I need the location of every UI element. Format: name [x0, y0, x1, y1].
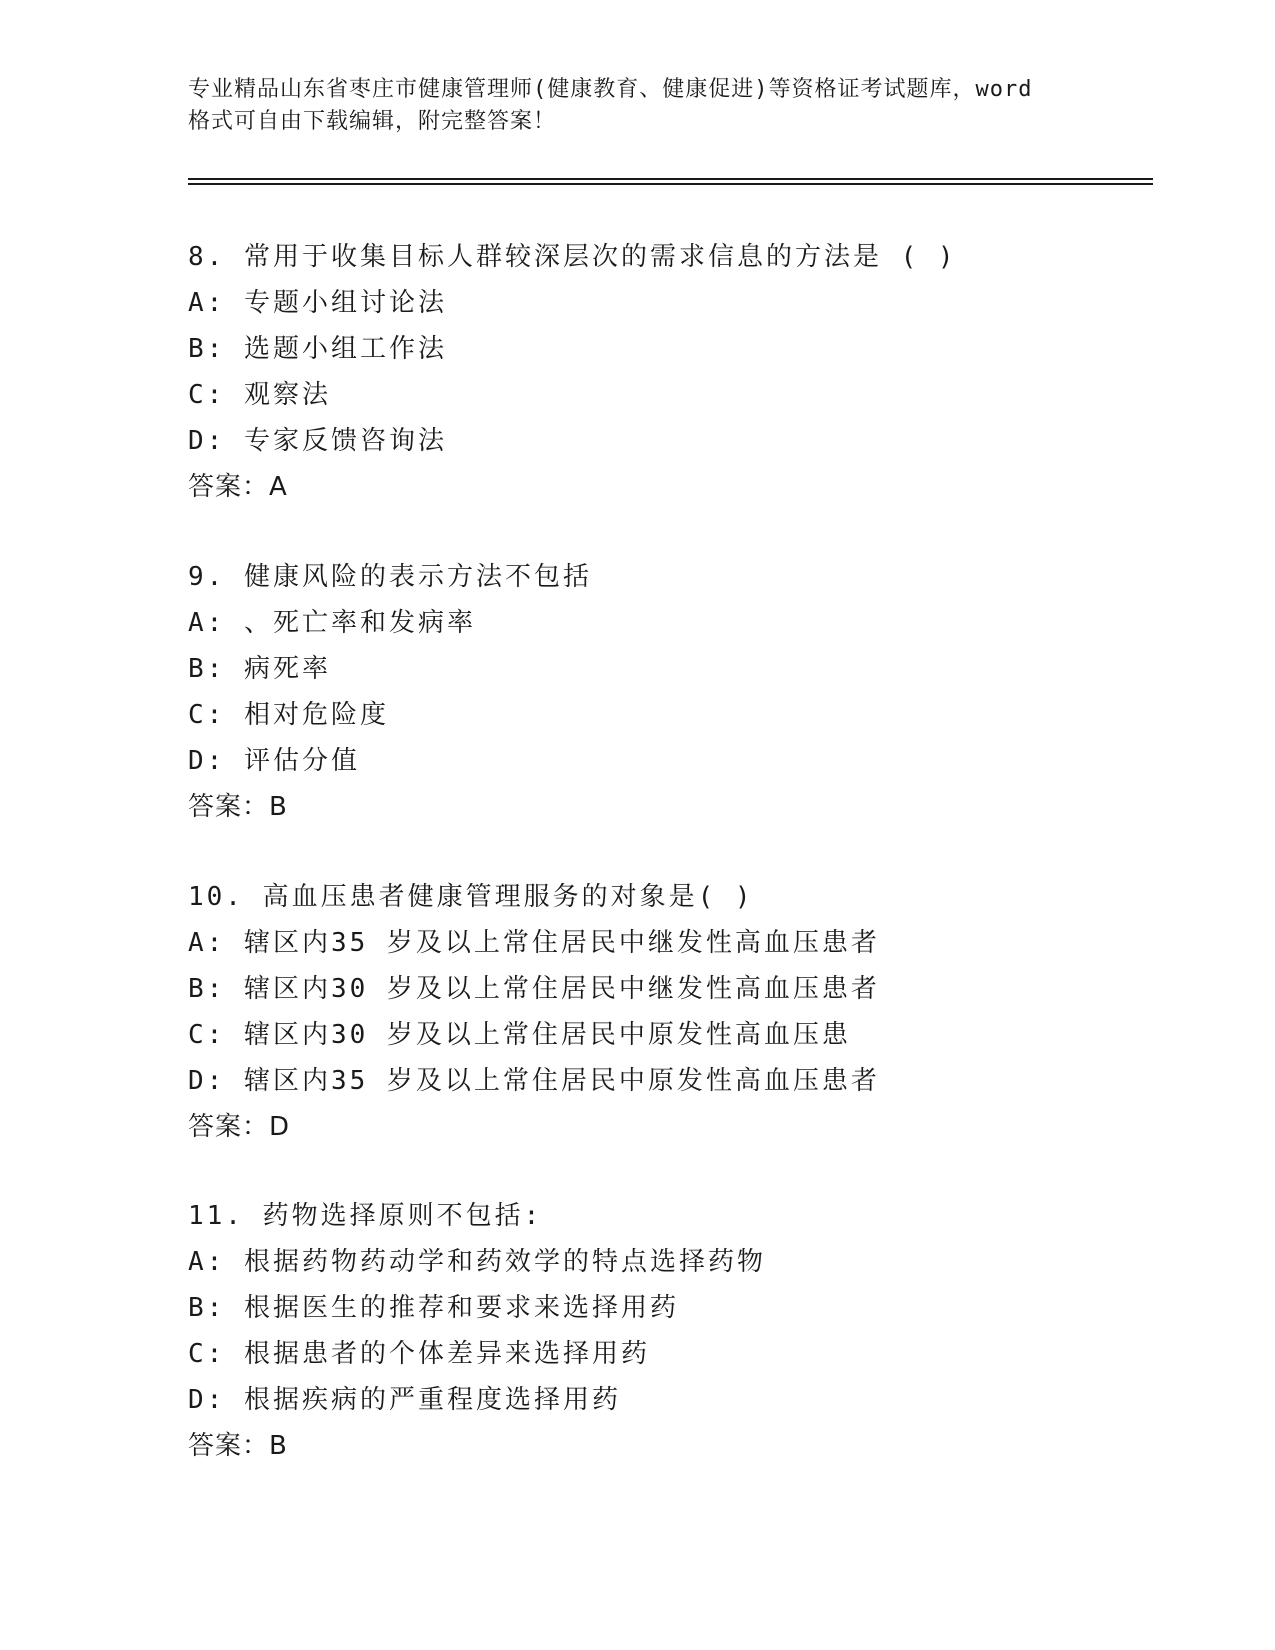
- question-8: [188, 234, 1148, 510]
- header-line-2: 格式可自由下载编辑，附完整答案！: [188, 109, 557, 134]
- option-c: C: 观察法: [188, 380, 331, 410]
- question-10: [188, 874, 1148, 1150]
- option-c: C: 相对危险度: [188, 700, 389, 730]
- question-11: [188, 1193, 1148, 1469]
- option-b: B: 病死率: [188, 654, 331, 684]
- option-a: A: 专题小组讨论法: [188, 288, 447, 318]
- question-stem: 8. 常用于收集目标人群较深层次的需求信息的方法是 ( ): [188, 242, 957, 272]
- option-a: A: 辖区内35 岁及以上常住居民中继发性高血压患者: [188, 928, 880, 958]
- document-header: [188, 74, 1108, 138]
- header-divider-bottom: [188, 183, 1153, 185]
- option-d: D: 专家反馈咨询法: [188, 426, 447, 456]
- question-stem: 11. 药物选择原则不包括:: [188, 1201, 543, 1231]
- option-c: C: 根据患者的个体差异来选择用药: [188, 1339, 650, 1369]
- option-c: C: 辖区内30 岁及以上常住居民中原发性高血压患: [188, 1020, 851, 1050]
- option-b: B: 辖区内30 岁及以上常住居民中继发性高血压患者: [188, 974, 880, 1004]
- option-a: A: 、死亡率和发病率: [188, 608, 476, 638]
- header-divider-top: [188, 178, 1153, 180]
- option-b: B: 选题小组工作法: [188, 334, 447, 364]
- answer: 答案：A: [188, 472, 288, 502]
- question-stem: 10. 高血压患者健康管理服务的对象是( ): [188, 882, 754, 912]
- question-9: [188, 554, 1148, 830]
- answer: 答案：B: [188, 1431, 288, 1461]
- question-stem: 9. 健康风险的表示方法不包括: [188, 562, 592, 592]
- option-d: D: 辖区内35 岁及以上常住居民中原发性高血压患者: [188, 1066, 880, 1096]
- answer: 答案：D: [188, 1112, 291, 1142]
- option-a: A: 根据药物药动学和药效学的特点选择药物: [188, 1247, 766, 1277]
- header-line-1: 专业精品山东省枣庄市健康管理师(健康教育、健康促进)等资格证考试题库，word: [188, 77, 1033, 102]
- answer: 答案：B: [188, 792, 288, 822]
- option-d: D: 评估分值: [188, 746, 360, 776]
- option-d: D: 根据疾病的严重程度选择用药: [188, 1385, 621, 1415]
- option-b: B: 根据医生的推荐和要求来选择用药: [188, 1293, 679, 1323]
